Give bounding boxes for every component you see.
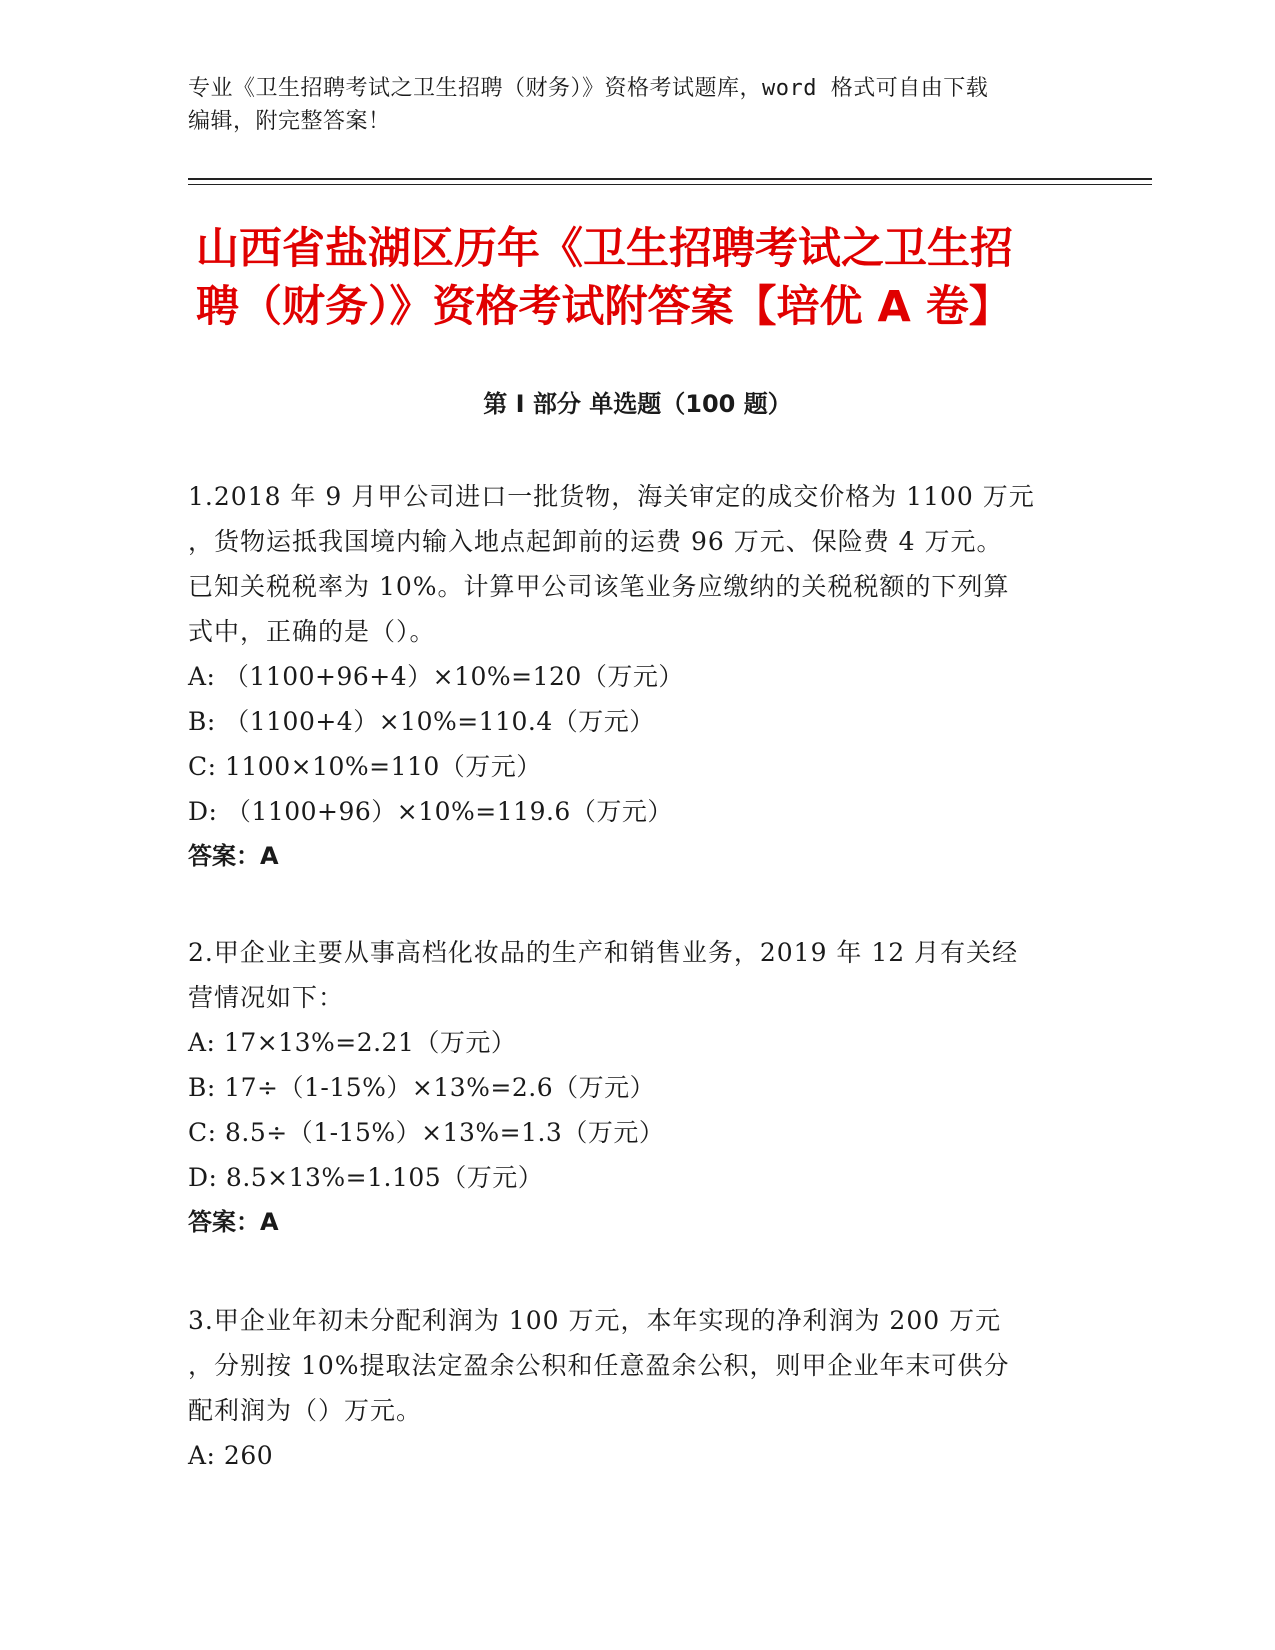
option-a: A: 17×13%=2.21（万元） xyxy=(188,1028,517,1057)
question-stem-line: 1.2018 年 9 月甲公司进口一批货物，海关审定的成交价格为 1100 万元 xyxy=(188,482,1035,511)
answer-line: 答案：A xyxy=(188,842,279,870)
question-stem-line: 2.甲企业主要从事高档化妆品的生产和销售业务，2019 年 12 月有关经 xyxy=(188,938,1019,967)
question-stem-line: ，货物运抵我国境内输入地点起卸前的运费 96 万元、保险费 4 万元。 xyxy=(188,527,1003,556)
question-stem-line: 3.甲企业年初未分配利润为 100 万元，本年实现的净利润为 200 万元 xyxy=(188,1306,1002,1335)
header-note xyxy=(188,72,1068,138)
question-stem xyxy=(188,930,1068,1020)
question-block xyxy=(188,474,1068,879)
header-divider xyxy=(188,178,1152,180)
question-stem-line: ，分别按 10%提取法定盈余公积和任意盈余公积，则甲企业年末可供分 xyxy=(188,1351,1010,1380)
option-a: A: 260 xyxy=(188,1441,274,1470)
question-stem-line: 配利润为（）万元。 xyxy=(188,1396,423,1425)
question-stem-line: 已知关税税率为 10%。计算甲公司该笔业务应缴纳的关税税额的下列算 xyxy=(188,572,1010,601)
question-stem xyxy=(188,1298,1068,1433)
section-heading: 第 I 部分 单选题（100 题） xyxy=(483,390,792,418)
header-note-line: 编辑，附完整答案！ xyxy=(188,109,391,134)
document-title-line: 山西省盐湖区历年《卫生招聘考试之卫生招 xyxy=(196,224,1013,274)
document-title xyxy=(196,220,1096,336)
question-block xyxy=(188,930,1068,1245)
question-stem xyxy=(188,474,1068,654)
option-b: B: （1100+4）×10%=110.4（万元） xyxy=(188,707,655,736)
question-stem-line: 营情况如下： xyxy=(188,983,345,1012)
option-d: D: 8.5×13%=1.105（万元） xyxy=(188,1163,544,1192)
option-c: C: 8.5÷（1-15%）×13%=1.3（万元） xyxy=(188,1118,665,1147)
option-d: D: （1100+96）×10%=119.6（万元） xyxy=(188,797,673,826)
header-note-line: 专业《卫生招聘考试之卫生招聘（财务）》资格考试题库，word 格式可自由下载 xyxy=(188,76,989,101)
header-divider xyxy=(188,184,1152,185)
answer-line: 答案：A xyxy=(188,1208,279,1236)
question-block xyxy=(188,1298,1068,1478)
document-title-line: 聘（财务）》资格考试附答案【培优 A 卷】 xyxy=(196,282,1012,332)
option-a: A: （1100+96+4）×10%=120（万元） xyxy=(188,662,684,691)
option-b: B: 17÷（1-15%）×13%=2.6（万元） xyxy=(188,1073,656,1102)
question-stem-line: 式中，正确的是（）。 xyxy=(188,617,436,646)
option-c: C: 1100×10%=110（万元） xyxy=(188,752,542,781)
